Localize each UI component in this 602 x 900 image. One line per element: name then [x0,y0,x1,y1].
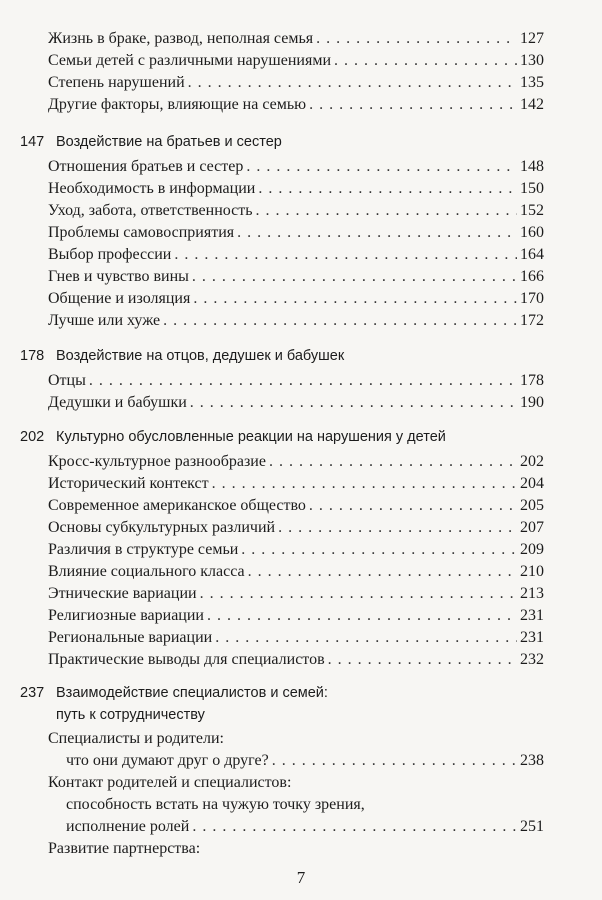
toc-entry [48,156,544,178]
dot-leader [200,583,517,605]
toc-entry [48,244,544,266]
page-number: 7 [296,868,306,887]
toc-entry [48,583,544,605]
toc-entry-page: 207 [520,519,544,536]
dot-leader [258,178,517,200]
toc-entry-page: 231 [520,607,544,624]
toc-entry-title-part: Специалисты и родители: [48,730,224,747]
dot-leader [89,370,517,392]
toc-entry [48,649,544,671]
toc-entry-page: 190 [520,394,544,411]
dot-leader [248,561,517,583]
toc-entry-page: 178 [520,372,544,389]
toc-entry [48,200,544,222]
toc-entry-page: 209 [520,541,544,558]
toc-entry-title: Проблемы самовосприятия [48,224,235,241]
toc-entry-title: Этнические вариации [48,585,197,602]
toc-entry [48,310,544,332]
dot-leader [193,288,517,310]
toc-entry [48,627,544,649]
dot-leader [272,750,517,772]
toc-entry-title: Различия в структуре семьи [48,541,239,558]
toc-entry-title: Практические выводы для специалистов [48,651,325,668]
toc-entry-title: Выбор профессии [48,246,172,263]
section-page-number: 237 [20,685,45,701]
toc-entry [48,94,544,116]
dot-leader [174,244,517,266]
toc-entry [48,495,544,517]
toc-entry [48,222,544,244]
dot-leader [309,495,517,517]
toc-entry-page: 231 [520,629,544,646]
toc-entry-title: Отцы [48,372,86,389]
toc-entry [48,473,544,495]
section-title: Воздействие на отцов, дедушек и бабушек [56,348,345,364]
toc-entry-page: 232 [520,651,544,668]
dot-leader [215,627,517,649]
toc-entry-title: Необходимость в информации [48,180,256,197]
toc-entry-title-part: Развитие партнерства: [48,840,201,857]
toc-section-heading [20,345,344,367]
section-title: путь к сотрудничеству [56,707,205,723]
dot-leader [269,451,517,473]
toc-entry-title: Другие факторы, влияющие на семью [48,96,307,113]
toc-entry [48,561,544,583]
dot-leader [256,200,517,222]
toc-entry [48,50,544,72]
toc-entry-page: 170 [520,290,544,307]
dot-leader [309,94,517,116]
toc-entry-title: Уход, забота, ответственность [48,202,253,219]
toc-entry [48,605,544,627]
toc-entry-page: 210 [520,563,544,580]
dot-leader [237,222,517,244]
dot-leader [207,605,517,627]
toc-entry-title-part: способность встать на чужую точку зрения, [66,796,365,813]
toc-entry [48,539,544,561]
toc-entry-page: 238 [520,752,544,769]
dot-leader [192,816,517,838]
toc-entry-title: Отношения братьев и сестер [48,158,244,175]
dot-leader [246,156,517,178]
toc-entry-page: 130 [520,52,544,69]
dot-leader [241,539,517,561]
toc-entry-page: 135 [520,74,544,91]
toc-entry-title: Общение и изоляция [48,290,191,307]
toc-entry [66,750,544,772]
toc-entry-page: 142 [520,96,544,113]
toc-entry-title: Влияние социального класса [48,563,245,580]
toc-section-heading-continuation [20,704,205,726]
toc-entry-title: Лучше или хуже [48,312,161,329]
dot-leader [328,649,517,671]
section-title: Воздействие на братьев и сестер [56,134,282,150]
toc-entry [48,28,544,50]
toc-entry [48,288,544,310]
toc-entry-title: Гнев и чувство вины [48,268,189,285]
toc-entry-title: Кросс-культурное разнообразие [48,453,266,470]
toc-entry-page: 172 [520,312,544,329]
toc-entry-page: 148 [520,158,544,175]
toc-entry-page: 152 [520,202,544,219]
section-page-number: 202 [20,429,45,445]
dot-leader [212,473,517,495]
toc-entry-title: Религиозные вариации [48,607,204,624]
section-title: Взаимодействие специалистов и семей: [56,685,328,701]
toc-entry-page: 251 [520,818,544,835]
section-title: Культурно обусловленные реакции на нарушения у детей [56,429,446,445]
toc-entry [48,72,544,94]
toc-entry-page: 164 [520,246,544,263]
toc-entry [48,517,544,539]
toc-entry-title: Степень нарушений [48,74,185,91]
toc-entry [48,451,544,473]
toc-entry-page: 127 [520,30,544,47]
toc-entry [48,370,544,392]
toc-entry-title: что они думают друг о друге? [66,752,269,769]
toc-section-heading [20,131,282,153]
toc-entry-page: 166 [520,268,544,285]
toc-entry-title: Жизнь в браке, развод, неполная семья [48,30,314,47]
section-page-number: 178 [20,348,45,364]
toc-entry [66,816,544,838]
toc-entry-title: Семьи детей с различными нарушениями [48,52,332,69]
toc-entry-page: 202 [520,453,544,470]
toc-entry [48,266,544,288]
toc-entry-page: 205 [520,497,544,514]
dot-leader [278,517,517,539]
toc-entry-title-part: Контакт родителей и специалистов: [48,774,292,791]
dot-leader [316,28,517,50]
section-page-number: 147 [20,134,45,150]
dot-leader [190,392,517,414]
dot-leader [334,50,517,72]
toc-section-heading [20,426,446,448]
toc-section-heading [20,682,328,704]
toc-entry-title: Дедушки и бабушки [48,394,187,411]
toc-entry-title: Основы субкультурных различий [48,519,276,536]
toc-entry-page: 150 [520,180,544,197]
toc-entry-title: Региональные вариации [48,629,213,646]
dot-leader [192,266,517,288]
dot-leader [163,310,517,332]
toc-entry-page: 213 [520,585,544,602]
toc-entry-title: Исторический контекст [48,475,209,492]
toc-entry-page: 204 [520,475,544,492]
toc-entry [48,392,544,414]
toc-entry-page: 160 [520,224,544,241]
toc-entry-title: исполнение ролей [66,818,190,835]
toc-entry-title: Современное американское общество [48,497,306,514]
toc-entry [48,178,544,200]
dot-leader [188,72,517,94]
